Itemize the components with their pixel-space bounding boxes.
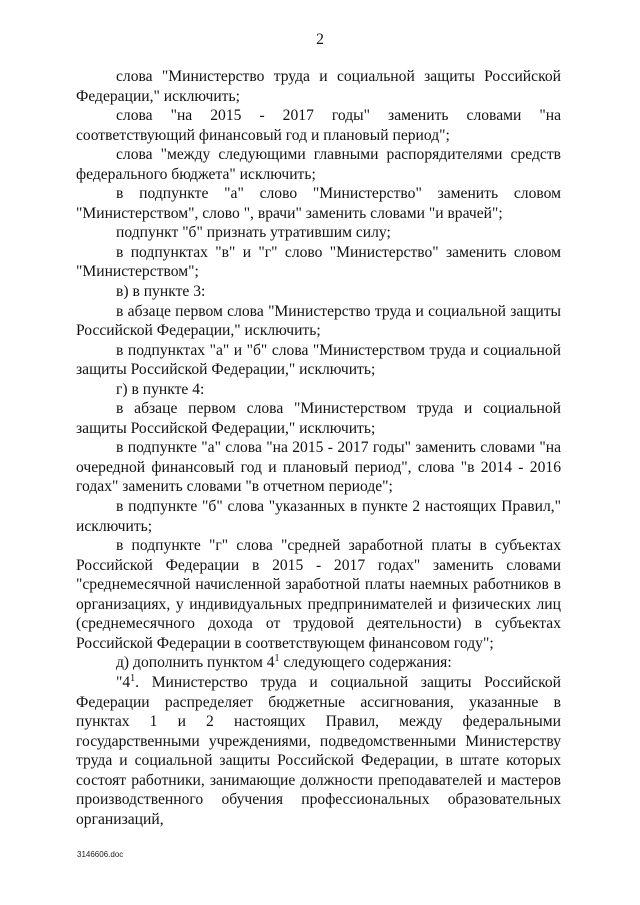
- paragraph-d: [76, 653, 561, 673]
- superscript: 1: [274, 653, 280, 665]
- paragraph: подпункт "б" признать утратившим силу;: [116, 224, 391, 242]
- paragraph: слова "на 2015 - 2017 годы" заменить словами "на соответствующий финансовый год и плановый период";: [76, 107, 561, 144]
- paragraph: в подпункте "а" слова "на 2015 - 2017 годы" заменить словами "на очередной финансовый год и плановый период", слова "в 2014 - 2016 годах" заменить словами "в отчетном периоде";: [76, 439, 561, 496]
- paragraph: слова "между следующими главными распорядителями средств федерального бюджета" исключить;: [76, 146, 561, 183]
- paragraph: в подпункте "а" слово "Министерство" заменить словом "Министерством", слово ", врачи" заменить словами "и врачей";: [76, 185, 561, 222]
- paragraph: в подпункте "г" слова "средней заработной платы в субъектах Российской Федерации в 2015 - 2017 годах" заменить словами "среднемесячной начисленной заработной платы наемных работников в организациях, у индивидуальных предпринимателей и физических лиц (среднемесячного дохода от трудовой деятельности) в субъектах Российской Федерации в соответствующем финансовом году";: [76, 537, 561, 652]
- paragraph: в абзаце первом слова "Министерство труда и социальной защиты Российской Федерации," исключить;: [76, 302, 561, 340]
- paragraph-d-text: д) дополнить пунктом 4: [116, 654, 275, 672]
- paragraph-new-point: [76, 673, 561, 829]
- superscript: 1: [130, 672, 136, 684]
- paragraph: в абзаце первом слова "Министерством труда и социальной защиты Российской Федерации," исключить;: [76, 400, 561, 437]
- paragraph: в подпункте "б" слова "указанных в пункте 2 настоящих Правил," исключить;: [76, 498, 561, 535]
- paragraph: в) в пункте 3:: [116, 283, 206, 301]
- paragraph: в подпунктах "в" и "г" слово "Министерство" заменить словом "Министерством";: [76, 243, 561, 281]
- paragraph: в подпунктах "а" и "б" слова "Министерством труда и социальной защиты Российской Федерации," исключить;: [76, 341, 561, 379]
- paragraph: слова "Министерство труда и социальной защиты Российской Федерации," исключить;: [76, 68, 561, 105]
- page-number: 2: [316, 31, 324, 48]
- file-name-footer: 3146606.doc: [77, 850, 124, 859]
- paragraph-d-text-end: следующего содержания:: [279, 654, 452, 672]
- document-body: [76, 67, 561, 829]
- paragraph: г) в пункте 4:: [116, 380, 205, 398]
- new-point-open: "4: [116, 673, 131, 691]
- new-point-text: . Министерство труда и социальной защиты Российской Федерации распределяет бюджетные ассигнования, указанные в пунктах 1 и 2 настоящих Правил, между федеральными государственными учреждениями, подведомственными Министерству труда и социальной защиты Российской Федерации, в штате которых состоят работники, занимающие должности преподавателей и мастеров производственного обучения профессиональных образовательных организаций,: [76, 673, 561, 828]
